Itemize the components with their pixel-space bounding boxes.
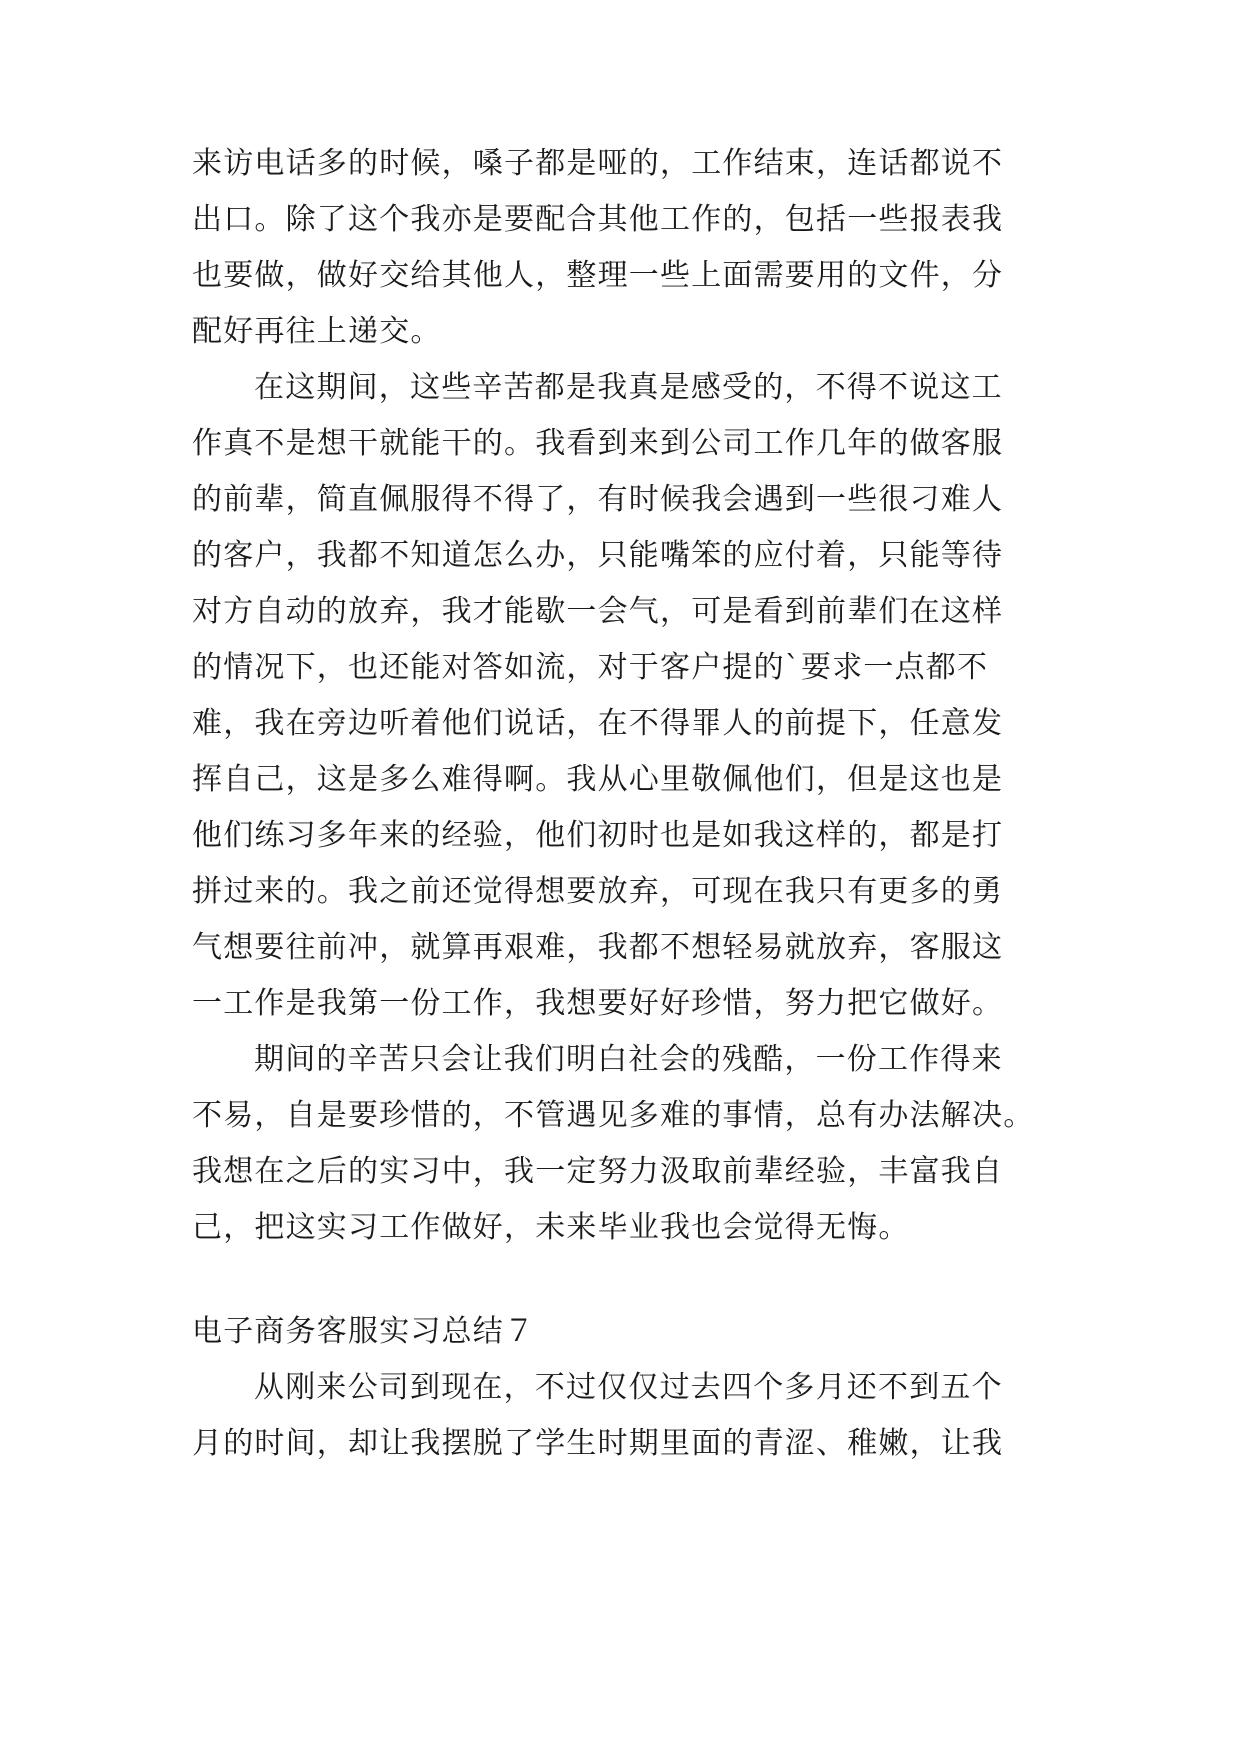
text-line: 月的时间，却让我摆脱了学生时期里面的青涩、稚嫩，让我 <box>192 1426 1004 1461</box>
text-line: 他们练习多年来的经验，他们初时也是如我这样的，都是打 <box>192 818 1004 853</box>
paragraph-first-line: 期间的辛苦只会让我们明白社会的残酷，一份工作得来 <box>254 1042 1003 1077</box>
text-line: 一工作是我第一份工作，我想要好好珍惜，努力把它做好。 <box>192 986 1004 1021</box>
text-line: 己，把这实习工作做好，未来毕业我也会觉得无悔。 <box>192 1210 910 1245</box>
text-line: 的前辈，简直佩服得不得了，有时候我会遇到一些很刁难人 <box>192 482 1004 517</box>
text-line: 不易，自是要珍惜的，不管遇见多难的事情，总有办法解决。 <box>192 1098 1035 1133</box>
paragraph-first-line: 从刚来公司到现在，不过仅仅过去四个多月还不到五个 <box>254 1370 1003 1405</box>
text-line: 来访电话多的时候，嗓子都是哑的，工作结束，连话都说不 <box>192 146 1004 181</box>
text-line: 我想在之后的实习中，我一定努力汲取前辈经验，丰富我自 <box>192 1154 1004 1189</box>
paragraph-first-line: 在这期间，这些辛苦都是我真是感受的，不得不说这工 <box>254 370 1003 405</box>
text-line: 难，我在旁边听着他们说话，在不得罪人的前提下，任意发 <box>192 706 1004 741</box>
text-line: 出口。除了这个我亦是要配合其他工作的，包括一些报表我 <box>192 202 1004 237</box>
text-line: 的客户，我都不知道怎么办，只能嘴笨的应付着，只能等待 <box>192 538 1004 573</box>
text-line: 对方自动的放弃，我才能歇一会气，可是看到前辈们在这样 <box>192 594 1004 629</box>
text-line: 作真不是想干就能干的。我看到来到公司工作几年的做客服 <box>192 426 1004 461</box>
text-line: 拼过来的。我之前还觉得想要放弃，可现在我只有更多的勇 <box>192 874 1004 909</box>
text-line: 挥自己，这是多么难得啊。我从心里敬佩他们，但是这也是 <box>192 762 1004 797</box>
text-line: 的情况下，也还能对答如流，对于客户提的`要求一点都不 <box>192 650 989 685</box>
text-line: 配好再往上递交。 <box>192 314 442 349</box>
text-line: 气想要往前冲，就算再艰难，我都不想轻易就放弃，客服这 <box>192 930 1004 965</box>
text-line: 也要做，做好交给其他人，整理一些上面需要用的文件，分 <box>192 258 1004 293</box>
section-heading: 电子商务客服实习总结７ <box>192 1314 536 1349</box>
